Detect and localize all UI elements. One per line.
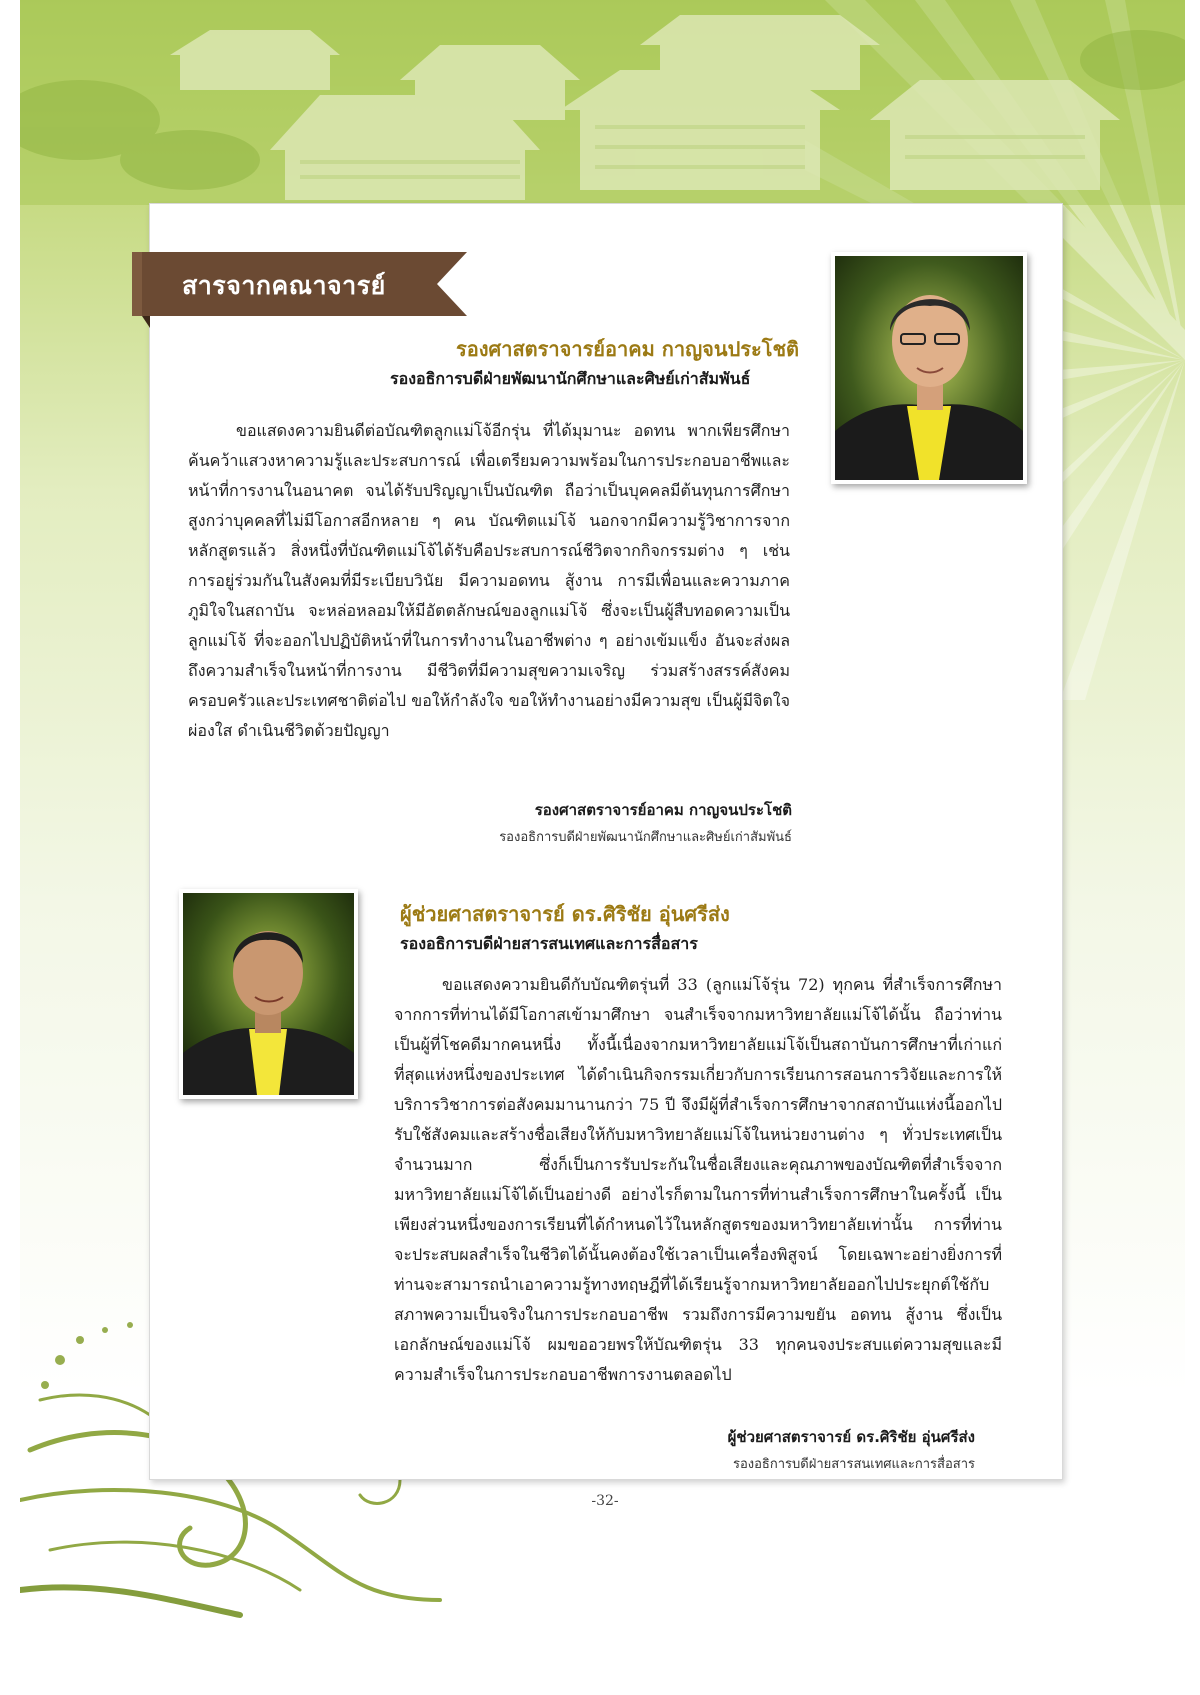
author2-message-paragraph: ขอแสดงความยินดีกับบัณฑิตรุ่นที่ 33 (ลูกแม่โจ้รุ่น 72) ทุกคน ที่สำเร็จการศึกษา จากการที่ท่านได้มีโอกาสเข้ามาศึกษา จนสำเร็จจากมหาวิทยาลัยแม่โจ้ได้นั้น ถือว่าท่านเป็นผู้ที่โชคดีมากคนหนึ่ง ทั้งนี้เนื่องจากมหาวิทยาลัยแม่โจ้เป็นสถาบันการศึกษาที่เก่าแก่ที่สุดแห่งหนึ่งของประเทศ ได้ดำเนินกิจกรรมเกี่ยวกับการเรียนการสอนการวิจัยและการให้บริการวิชาการต่อสังคมมานานกว่า 75 ปี จึงมีผู้ที่สำเร็จการศึกษาจากสถาบันแห่งนี้ออกไปรับใช้สังคมและสร้างชื่อเสียงให้กับมหาวิทยาลัยแม่โจ้ในหน่วยงานต่าง ๆ ทั่วประเทศเป็นจำนวนมาก ซึ่งก็เป็นการรับประกันในชื่อเสียงและคุณภาพของบัณฑิตที่สำเร็จจากมหาวิทยาลัยแม่โจ้ได้เป็นอย่างดี อย่างไรก็ตามในการที่ท่านสำเร็จการศึกษาในครั้งนี้ เป็นเพียงส่วนหนึ่งของการเรียนที่ได้กำหนดไว้ในหลักสูตรของมหาวิทยาลัยเท่านั้น การที่ท่านจะประสบผลสำเร็จในชีวิตได้นั้นคงต้องใช้เวลาเป็นเครื่องพิสูจน์ โดยเฉพาะอย่างยิ่งการที่ท่านจะสามารถนำเอาความรู้ทางทฤษฎีที่ได้เรียนรู้จากมหาวิทยาลัยออกไปประยุกต์ใช้กับสภาพความเป็นจริงในการประกอบอาชีพ รวมถึงการมีความขยัน อดทน สู้งาน ซึ่งเป็นเอกลักษณ์ของแม่โจ้ ผมขออวยพรให้บัณฑิตรุ่น 33 ทุกคนจงประสบแต่ความสุขและมีความสำเร็จในการประกอบอาชีพการงานตลอดไป [394,975,1002,1384]
campus-buildings-image [20,0,1185,205]
author2-position-heading: รองอธิการบดีฝ่ายสารสนเทศและการสื่อสาร [400,934,698,953]
author2-name-heading: ผู้ช่วยศาสตราจารย์ ดร.ศิริชัย อุ่นศรีส่ง [400,902,730,926]
author1-name-heading: รองศาสตราจารย์อาคม กาญจนประโชติ [456,337,800,361]
author1-position-heading: รองอธิการบดีฝ่ายพัฒนานักศึกษาและศิษย์เก่าสัมพันธ์ [390,369,751,388]
author1-message-paragraph: ขอแสดงความยินดีต่อบัณฑิตลูกแม่โจ้อีกรุ่น ที่ได้มุมานะ อดทน พากเพียรศึกษา ค้นคว้าแสวงหาความรู้และประสบการณ์ เพื่อเตรียมความพร้อมในการประกอบอาชีพและหน้าที่การงานในอนาคต จนได้รับปริญญาเป็นบัณฑิต ถือว่าเป็นบุคคลมีต้นทุนการศึกษาสูงกว่าบุคคลที่ไม่มีโอกาสอีกหลาย ๆ คน บัณฑิตแม่โจ้ นอกจากมีความรู้วิชาการจากหลักสูตรแล้ว สิ่งหนึ่งที่บัณฑิตแม่โจ้ได้รับคือประสบการณ์ชีวิตจากกิจกรรมต่าง ๆ เช่น การอยู่ร่วมกันในสังคมที่มีระเบียบวินัย มีความอดทน สู้งาน การมีเพื่อนและความภาคภูมิใจในสถาบัน จะหล่อหลอมให้มีอัตตลักษณ์ของลูกแม่โจ้ ซึ่งจะเป็นผู้สืบทอดความเป็นลูกแม่โจ้ ที่จะออกไปปฏิบัติหน้าที่ในการทำงานในอาชีพต่าง ๆ อย่างเข้มแข็ง อันจะส่งผลถึงความสำเร็จในหน้าที่การงาน มีชีวิตที่มีความสุขความเจริญ ร่วมสร้างสรรค์สังคม ครอบครัวและประเทศชาติต่อไป ขอให้กำลังใจ ขอให้ทำงานอย่างมีความสุข เป็นผู้มีจิตใจผ่องใส ดำเนินชีวิตด้วยปัญญา [188,421,790,740]
author1-signature-name: รองศาสตราจารย์อาคม กาญจนประโชติ [534,801,792,819]
author2-signature-name: ผู้ช่วยศาสตราจารย์ ดร.ศิริชัย อุ่นศรีส่ง [727,1428,975,1446]
page-number: -32- [591,1493,619,1509]
section-banner [132,252,467,316]
portrait-photo-sirichai [179,889,358,1099]
portrait-photo-akom [831,252,1027,484]
author1-signature-position: รองอธิการบดีฝ่ายพัฒนานักศึกษาและศิษย์เก่าสัมพันธ์ [499,830,792,845]
section-title: สารจากคณาจารย์ [182,271,386,300]
author1-message-body [188,416,790,746]
author2-signature-position: รองอธิการบดีฝ่ายสารสนเทศและการสื่อสาร [732,1457,975,1472]
author2-message-body [394,970,1002,1390]
